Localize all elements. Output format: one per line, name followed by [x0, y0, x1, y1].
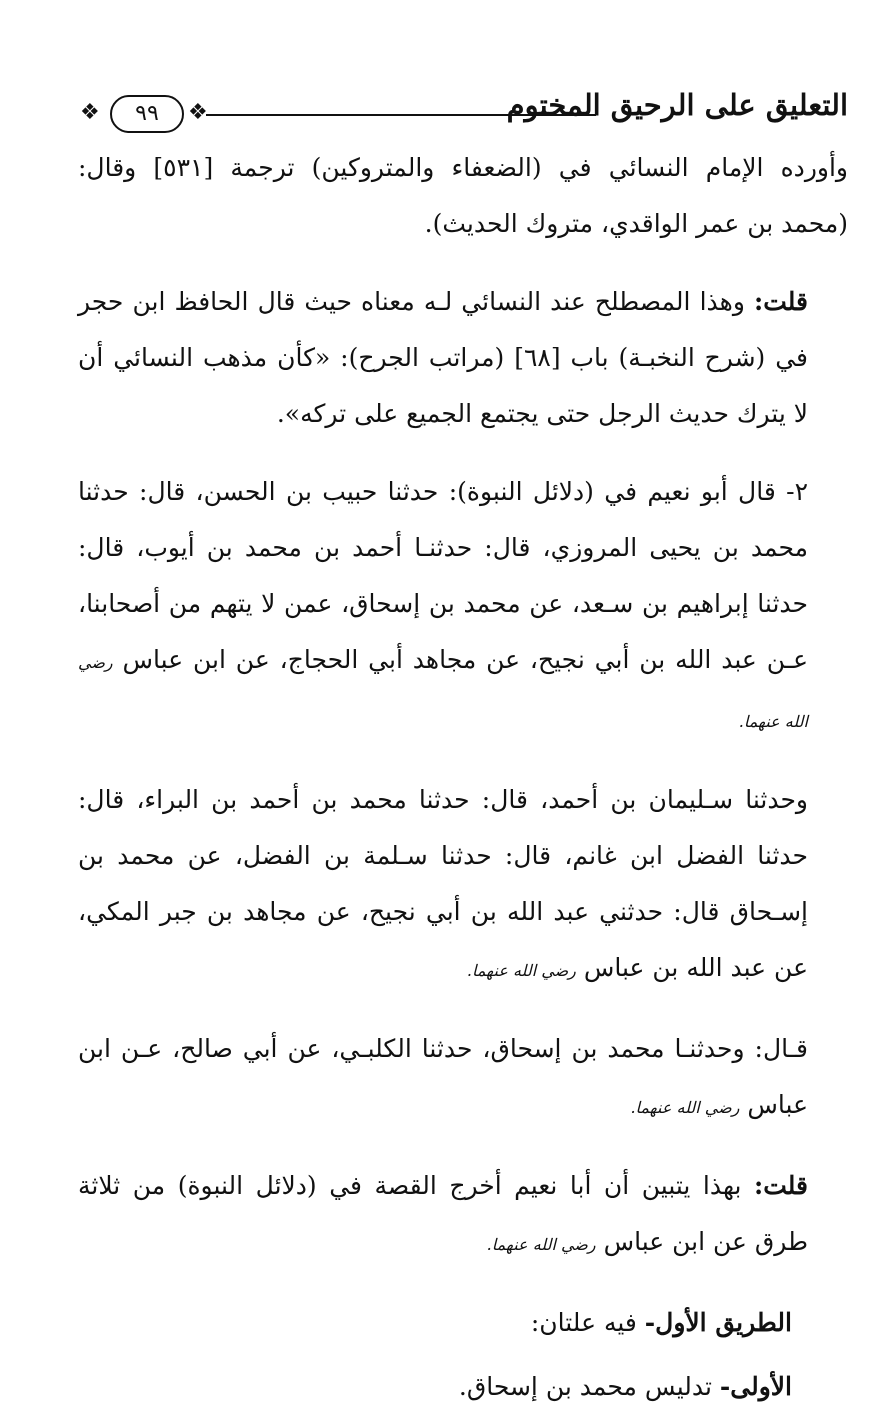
paragraph [78, 1295, 848, 1351]
honorific: رضي الله عنهما. [486, 1235, 596, 1254]
paragraph-text: فيه علتان: [530, 1308, 645, 1337]
page-body [78, 140, 848, 1423]
paragraph-lead: قلت: [753, 1171, 808, 1200]
paragraph-text: وحدثنا سـليمان بن أحمد، قال: حدثنا محمد بن أحمد بن البراء، قال: حدثنا الفضل ابن غانم، قال: حدثنا سـلمة بن الفضل، عن محمد بن إسـحاق قال: حدثني عبد الله بن أبي نجيح، عن مجاهد بن جبر المكي، عن عبد الله بن عباس [78, 785, 808, 982]
paragraph-text: وأورده الإمام النسائي في (الضعفاء والمتروكين) ترجمة [٥٣١] وقال: (محمد بن عمر الواقدي، متروك الحديث). [78, 153, 848, 238]
paragraph [78, 1021, 848, 1136]
paragraph-text: بهذا يتبين أن أبا نعيم أخرج القصة في (دلائل النبوة) من ثلاثة طرق عن ابن عباس [78, 1171, 808, 1256]
paragraph [78, 1158, 848, 1273]
paragraph-lead: الأولى- [719, 1372, 792, 1401]
ornament-icon: ❖ [80, 100, 100, 125]
paragraph-lead: قلت: [753, 287, 808, 316]
page-header [78, 84, 848, 140]
paragraph-text: تدليس محمد بن إسحاق. [458, 1372, 720, 1401]
paragraph [78, 464, 848, 750]
paragraph [78, 274, 848, 442]
paragraph [78, 1359, 848, 1415]
ornament-icon: ❖ [188, 100, 208, 125]
book-title: التعليق على الرحيق المختوم [506, 88, 848, 122]
page-number: ٩٩ [110, 95, 184, 133]
paragraph-text: ٢- قال أبو نعيم في (دلائل النبوة): حدثنا حبيب بن الحسن، قال: حدثنا محمد بن يحيى المروزي، قال: حدثنـا أحمد بن محمد بن أيوب، قال: حدثنا إبراهيم بن سـعد، عن محمد بن إسحاق، عمن لا يتهم من أصحابنا، عـن عبد الله بن أبي نجيح، عن مجاهد أبي الحجاج، عن ابن عباس [78, 477, 808, 674]
paragraph [78, 140, 848, 252]
honorific: رضي الله عنهما. [630, 1098, 740, 1117]
honorific: رضي الله عنهما. [466, 961, 576, 980]
paragraph-text: وهذا المصطلح عند النسائي لـه معناه حيث قال الحافظ ابن حجر في (شرح النخبـة) باب [٦٨] (مراتب الجرح): «كأن مذهب النسائي أن لا يترك حديث الرجل حتى يجتمع الجميع على تركه». [78, 287, 808, 428]
paragraph-text: قـال: وحدثنـا محمد بن إسحاق، حدثنا الكلبـي، عن أبي صالح، عـن ابن عباس [78, 1034, 808, 1119]
paragraph-lead: الطريق الأول- [644, 1308, 792, 1337]
paragraph [78, 772, 848, 999]
honorific: رضي الله عنهما. [78, 653, 808, 731]
